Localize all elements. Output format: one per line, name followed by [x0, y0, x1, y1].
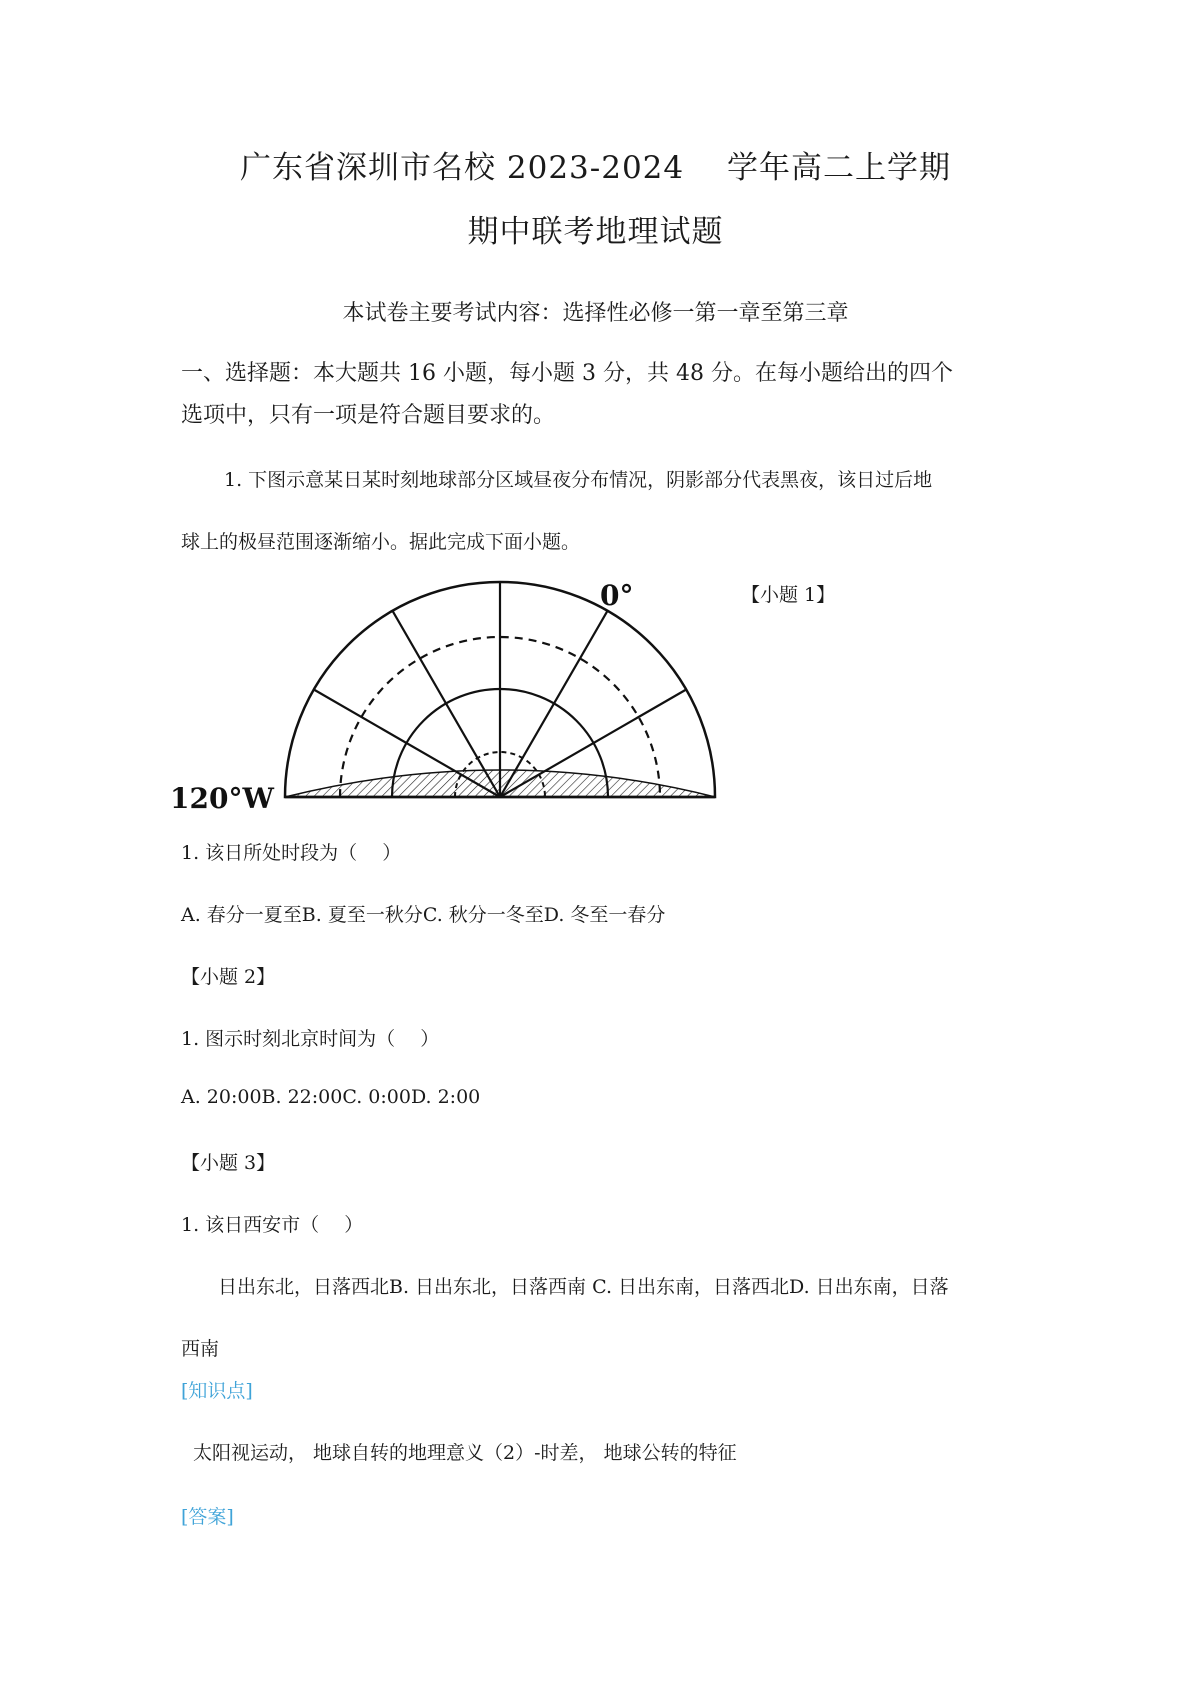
subquestion-3-options-line1: 日出东北，日落西北B. 日出东北，日落西南 C. 日出东南，日落西北D. 日出东南，日落	[218, 1276, 949, 1298]
subquestion-2-question: 1. 图示时刻北京时间为（ ）	[181, 1028, 440, 1050]
subquestion-1-options: A. 春分一夏至B. 夏至一秋分C. 秋分一冬至D. 冬至一春分	[181, 904, 666, 926]
section-heading-line2: 选项中，只有一项是符合题目要求的。	[181, 403, 556, 428]
subquestion-1-question: 1. 该日所处时段为（ ）	[181, 842, 402, 864]
subquestion-1-tag: 【小题 1】	[741, 584, 836, 606]
subquestion-3-question: 1. 该日西安市（ ）	[181, 1214, 364, 1236]
question-stem-line1: 1. 下图示意某日某时刻地球部分区域昼夜分布情况，阴影部分代表黑夜，该日过后地	[224, 469, 933, 491]
subquestion-2-tag: 【小题 2】	[181, 966, 276, 988]
page-title-line1: 广东省深圳市名校 2023-2024 学年高二上学期	[240, 150, 951, 186]
question-stem-line2: 球上的极昼范围逐渐缩小。据此完成下面小题。	[181, 531, 581, 553]
page-title-line2: 期中联考地理试题	[467, 214, 724, 250]
meridian-lines	[314, 582, 686, 797]
day-night-diagram	[170, 575, 730, 815]
subquestion-3-tag: 【小题 3】	[181, 1152, 276, 1174]
label-120w: 120°W	[170, 782, 274, 815]
exam-scope-subtitle: 本试卷主要考试内容：选择性必修一第一章至第三章	[342, 301, 849, 326]
subquestion-3-options-line2: 西南	[181, 1338, 220, 1360]
answer-label: [答案]	[181, 1506, 234, 1528]
knowledge-point-label: [知识点]	[181, 1380, 253, 1402]
label-0-degree: 0°	[600, 579, 634, 612]
section-heading-line1: 一、选择题：本大题共 16 小题，每小题 3 分，共 48 分。在每小题给出的四个	[181, 361, 953, 386]
knowledge-point-content: 太阳视运动， 地球自转的地理意义（2）-时差， 地球公转的特征	[193, 1442, 737, 1464]
subquestion-2-options: A. 20:00B. 22:00C. 0:00D. 2:00	[181, 1086, 481, 1108]
